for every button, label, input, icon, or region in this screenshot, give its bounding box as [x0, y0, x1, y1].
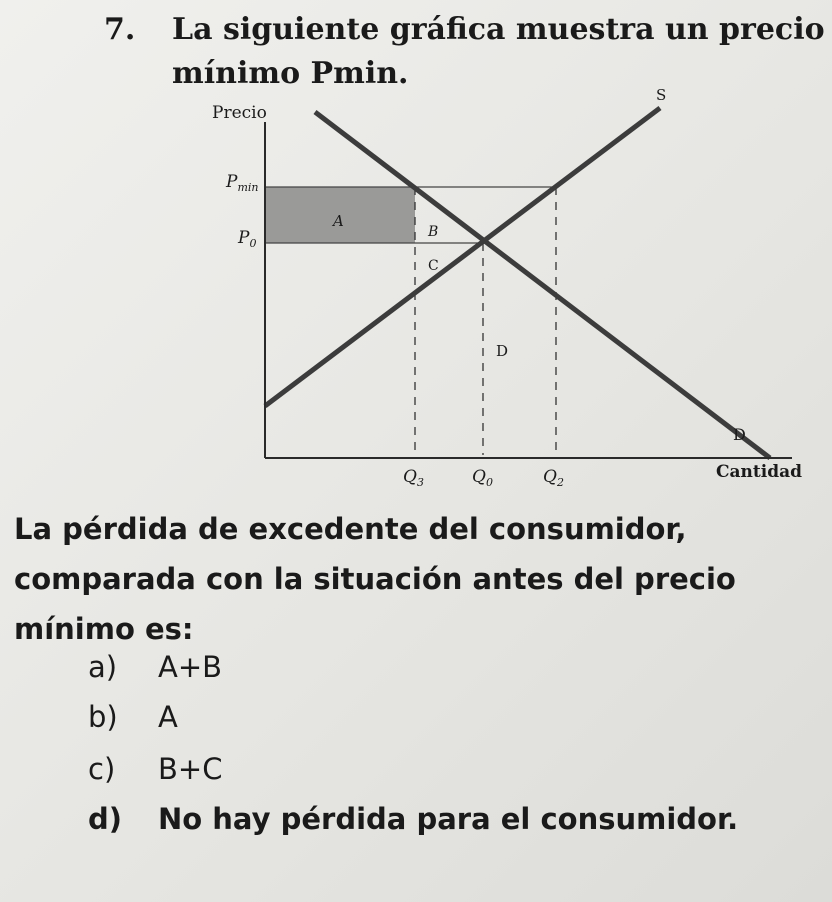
- area-c-label: C: [428, 258, 439, 274]
- question-number: 7.: [104, 12, 136, 47]
- q0-label: $Q_0$: [472, 467, 493, 489]
- supply-label: S: [656, 86, 667, 104]
- option-b[interactable]: [88, 700, 178, 734]
- q3-label: $Q_3$: [403, 467, 424, 489]
- option-d-text: No hay pérdida para el consumidor.: [158, 802, 739, 836]
- supply-curve: [265, 108, 660, 406]
- x-axis-label: Cantidad: [716, 462, 803, 482]
- area-d-label: D: [496, 342, 509, 360]
- p0-label: $P_0$: [238, 228, 257, 250]
- y-axis-label: Precio: [212, 103, 267, 123]
- q2-label: $Q_2$: [543, 467, 564, 489]
- option-b-letter: b): [88, 700, 118, 734]
- question-text-line1: La siguiente gráfica muestra un precio: [172, 12, 825, 47]
- option-d[interactable]: [88, 802, 738, 836]
- pmin-label: $P_{min}$: [226, 172, 259, 194]
- option-b-text: A: [158, 700, 178, 734]
- option-a[interactable]: [88, 650, 222, 684]
- demand-label-right: D: [733, 425, 746, 444]
- question-prompt: [14, 504, 814, 654]
- prompt-line1: La pérdida de excedente del consumidor,: [14, 512, 687, 546]
- demand-curve: [315, 112, 770, 458]
- option-a-letter: a): [88, 650, 118, 684]
- option-c-letter: c): [88, 752, 116, 786]
- option-a-text: A+B: [158, 650, 223, 684]
- option-c[interactable]: [88, 752, 222, 786]
- area-b-label: B: [428, 224, 439, 240]
- prompt-line3: mínimo es:: [14, 612, 194, 646]
- question-text-line2: mínimo Pmin.: [172, 56, 409, 91]
- option-c-text: B+C: [158, 752, 223, 786]
- option-d-letter: d): [88, 802, 123, 836]
- area-a-label: A: [333, 212, 344, 230]
- prompt-line2: comparada con la situación antes del precio: [14, 562, 736, 596]
